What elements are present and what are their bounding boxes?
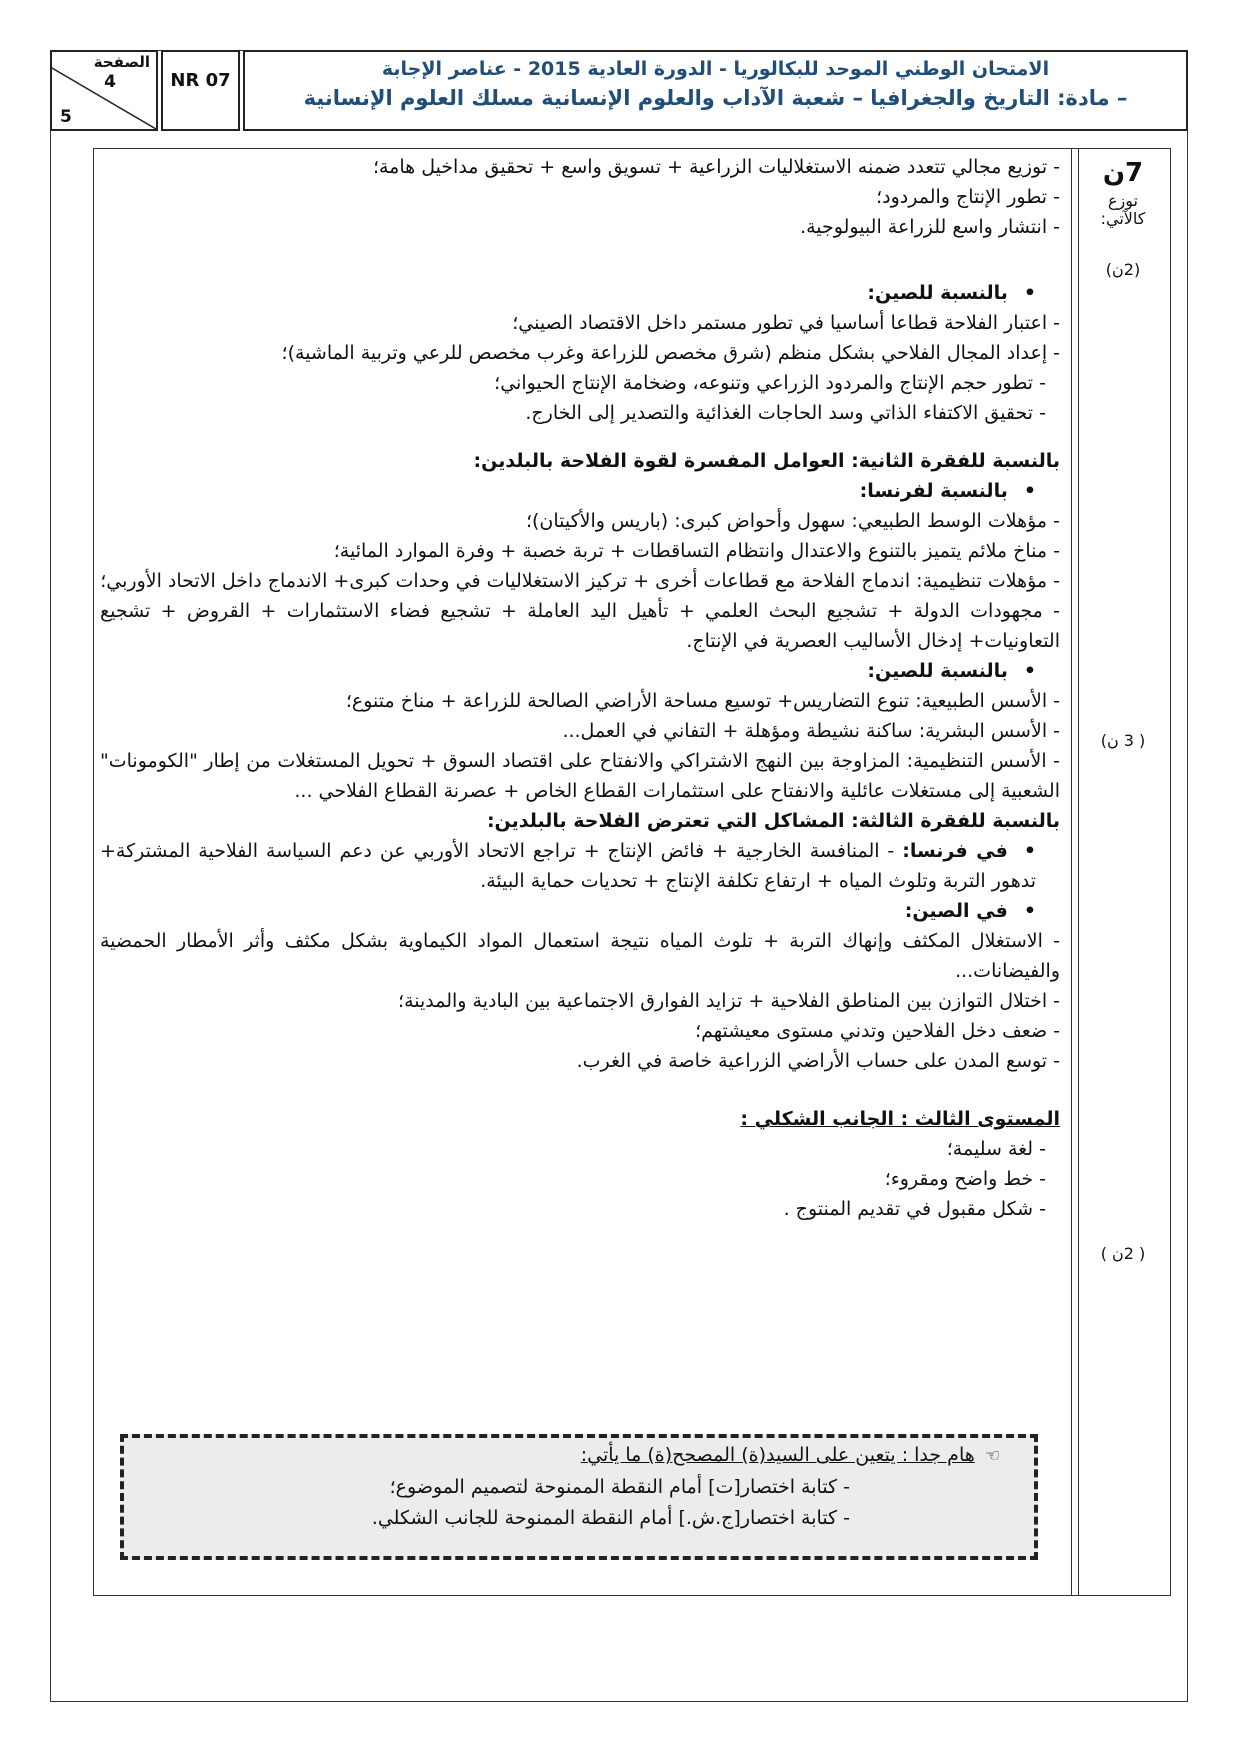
list-item: - الأسس البشرية: ساكنة نشيطة ومؤهلة + التفاني في العمل... bbox=[562, 720, 1060, 742]
list-item: - مؤهلات الوسط الطبيعي: سهول وأحواض كبرى: (باريس والأكيتان)؛ bbox=[525, 510, 1060, 532]
list-item: - تحقيق الاكتفاء الذاتي وسد الحاجات الغذائية والتصدير إلى الخارج. bbox=[525, 402, 1046, 424]
note-item: - كتابة اختصار[ج.ش.] أمام النقطة الممنوحة للجانب الشكلي. bbox=[371, 1507, 850, 1529]
section-2-heading: بالنسبة للفقرة الثانية: العوامل المفسرة لقوة الفلاحة بالبلدين: bbox=[473, 450, 1060, 472]
list-item: - اختلال التوازن بين المناطق الفلاحية + تزايد الفوارق الاجتماعية بين البادية والمدينة؛ bbox=[398, 990, 1060, 1012]
section-3-heading: بالنسبة للفقرة الثالثة: المشاكل التي تعترض الفلاحة بالبلدين: bbox=[486, 810, 1060, 832]
important-note bbox=[160, 1440, 1000, 1534]
china-heading: • بالنسبة للصين: bbox=[100, 656, 1060, 686]
page-number-box bbox=[50, 50, 158, 131]
list-item: - انتشار واسع للزراعة البيولوجية. bbox=[800, 216, 1060, 238]
list-item: - مناخ ملائم يتميز بالتنوع والاعتدال وانتظام التساقطات + تربة خصبة + وفرة الموارد المائية؛ bbox=[333, 540, 1060, 562]
france-problems-heading: في فرنسا: bbox=[902, 840, 1008, 862]
note-item: - كتابة اختصار[ت] أمام النقطة الممنوحة لتصميم الموضوع؛ bbox=[389, 1476, 850, 1498]
list-item: - تطور حجم الإنتاج والمردود الزراعي وتنوعه، وضخامة الإنتاج الحيواني؛ bbox=[494, 372, 1046, 394]
score-distribution-label: توزع كالآتي: bbox=[1100, 191, 1146, 228]
list-item: - توسع المدن على حساب الأراضي الزراعية خاصة في الغرب. bbox=[576, 1050, 1060, 1072]
list-item: - إعداد المجال الفلاحي بشكل منظم (شرق مخصص للزراعة وغرب مخصص للرعي وتربية الماشية)؛ bbox=[281, 342, 1060, 364]
list-item: - الاستغلال المكثف وإنهاك التربة + تلوث المياه نتيجة استعمال المواد الكيماوية بشكل مكثف وأثر الأمطار الحمضية والفيضانات... bbox=[100, 930, 1060, 982]
page-label: الصفحة bbox=[93, 53, 150, 71]
page-total: 5 bbox=[60, 107, 72, 127]
list-item: - خط واضح ومقروء؛ bbox=[884, 1168, 1046, 1190]
france-problems-text: - المنافسة الخارجية + فائض الإنتاج + تراجع الاتحاد الأوربي عن دعم السياسة الفلاحية المشتركة+ تدهور التربة وتلوث المياه + ارتفاع تكلفة الإنتاج + تحديات حماية البيئة. bbox=[100, 840, 1036, 892]
pointing-hand-icon: ☜ bbox=[984, 1446, 1000, 1466]
china-heading: • بالنسبة للصين: bbox=[100, 278, 1060, 308]
score-part-3: ( 2ن ) bbox=[1100, 1244, 1146, 1263]
column-divider bbox=[1078, 148, 1079, 1596]
header-line-2: – مادة: التاريخ والجغرافيا – شعبة الآداب والعلوم الإنسانية مسلك العلوم الإنسانية bbox=[303, 86, 1128, 110]
exam-code: NR 07 bbox=[161, 50, 240, 131]
list-item: - مجهودات الدولة + تشجيع البحث العلمي + تأهيل اليد العاملة + تشجيع فضاء الاستثمارات + القروض + تشجيع التعاونيات+ إدخال الأساليب العصرية في الإنتاج. bbox=[100, 600, 1060, 652]
list-item: - لغة سليمة؛ bbox=[946, 1138, 1046, 1160]
note-title: هام جدا : يتعين على السيد(ة) المصحح(ة) ما يأتي: bbox=[580, 1444, 975, 1466]
list-item: - تطور الإنتاج والمردود؛ bbox=[876, 186, 1060, 208]
list-item: - شكل مقبول في تقديم المنتوج . bbox=[783, 1198, 1046, 1220]
exam-header bbox=[243, 50, 1188, 131]
france-problems bbox=[100, 836, 1060, 896]
score-part-2: ( 3 ن) bbox=[1100, 731, 1146, 750]
page-number: 4 bbox=[104, 72, 116, 92]
list-item: - اعتبار الفلاحة قطاعا أساسيا في تطور مستمر داخل الاقتصاد الصيني؛ bbox=[512, 312, 1060, 334]
level-3-heading: المستوى الثالث : الجانب الشكلي : bbox=[740, 1108, 1060, 1130]
list-item: - توزيع مجالي تتعدد ضمنه الاستغلاليات الزراعية + تسويق واسع + تحقيق مداخيل هامة؛ bbox=[372, 156, 1060, 178]
list-item: - الأسس التنظيمية: المزاوجة بين النهج الاشتراكي والانفتاح على اقتصاد السوق + تحويل المستغلات من إطار "الكومونات" الشعبية إلى مستغلات عائلية والانفتاح على استثمارات القطاع الخاص + عصرنة القطاع الفلاحي ... bbox=[100, 750, 1060, 802]
list-item: - ضعف دخل الفلاحين وتدني مستوى معيشتهم؛ bbox=[695, 1020, 1060, 1042]
score-total: 7ن bbox=[1102, 158, 1144, 188]
column-divider bbox=[1071, 148, 1072, 1596]
france-heading: • بالنسبة لفرنسا: bbox=[100, 476, 1060, 506]
score-part-1: (2ن) bbox=[1105, 260, 1141, 279]
list-item: - الأسس الطبيعية: تنوع التضاريس+ توسيع مساحة الأراضي الصالحة للزراعة + مناخ متنوع؛ bbox=[345, 690, 1060, 712]
list-item: - مؤهلات تنظيمية: اندماج الفلاحة مع قطاعات أخرى + تركيز الاستغلاليات في وحدات كبرى+ الاندماج داخل الاتحاد الأوربي؛ bbox=[100, 570, 1060, 592]
header-line-1: الامتحان الوطني الموحد للبكالوريا - الدورة العادية 2015 - عناصر الإجابة bbox=[381, 58, 1050, 80]
answer-content bbox=[100, 152, 1060, 1224]
china-problems-heading: • في الصين: bbox=[100, 896, 1060, 926]
